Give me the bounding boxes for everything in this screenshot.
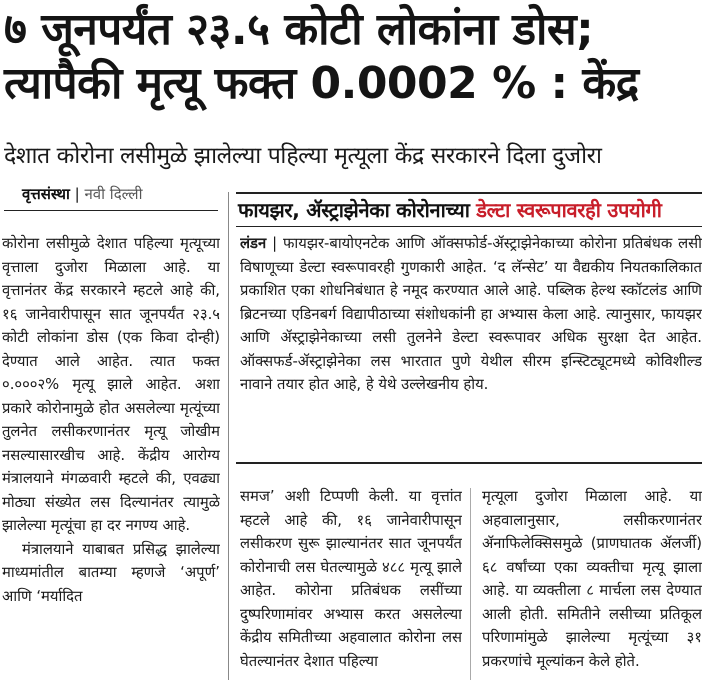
headline-line-1: ७ जूनपर्यंत २३.५ कोटी लोकांना डोस; — [4, 4, 594, 55]
side-story-separator: | — [266, 235, 283, 252]
dateline-rule — [4, 210, 218, 211]
main-story-paragraph-2: मंत्रालयाने याबाबत प्रसिद्ध झालेल्या माध्यमांतील बातम्या म्हणजे ‘अपूर्ण’ आणि ‘मर्यादित — [2, 540, 220, 605]
side-story-text: फायझर-बायोएनटेक आणि ऑक्सफोर्ड-ॲस्ट्राझेनेकाच्या कोरोना प्रतिबंधक लसी विषाणूच्या डेल्टा स्वरूपावरही गुणकारी आहेत. ‘द लॅन्सेट’ या वैद्यकीय नियतकालिकात प्रकाशित एका शोधनिबंधात हे नमूद करण्यात आले आहे. पब्लिक हेल्थ स्कॉटलंड आणि ब्रिटनच्या एडिनबर्ग विद्यापीठाच्या संशोधकांनी हा अभ्यास केला आहे. त्यानुसार, फायझर आणि ॲस्ट्राझेनेकाच्या लसी तुलनेने डेल्टा स्वरूपावर अधिक सुरक्षा देत आहेत. ऑक्सफर्ड-ॲस्ट्राझेनेका लस भारतात पुणे येथील सीरम इन्स्टिट्यूटमध्ये कोविशील्ड नावाने तयार होत आहे, हे येथे उल्लेखनीय होय. — [240, 235, 702, 393]
dateline — [22, 183, 142, 205]
dateline-agency: वृत्तसंस्था — [22, 185, 70, 203]
side-story-heading-highlight: डेल्टा स्वरूपावरही उपयोगी — [476, 198, 662, 222]
main-story-column-2-text: समज’ अशी टिप्पणी केली. या वृत्तांत म्हटले आहे की, १६ जानेवारीपासून लसीकरण सुरू झाल्यानंतर सात जूनपर्यंत कोरोनाची लस घेतल्यामुळे ४८८ मृत्यू झाले आहेत. कोरोना प्रतिबंधक लसींच्या दुष्परिणामांवर अभ्यास करत असलेल्या केंद्रीय समितीच्या अहवालात कोरोना लस घेतल्यानंतर देशात पहिल्या — [240, 488, 462, 670]
dateline-separator: | — [74, 185, 80, 203]
main-story-column-1 — [2, 232, 220, 680]
main-story-column-2 — [240, 485, 462, 680]
side-story-place: लंडन — [240, 235, 267, 252]
side-story-bottom-rule — [236, 462, 702, 464]
subheadline: देशात कोरोना लसीमुळे झालेल्या पहिल्या मृत्यूला केंद्र सरकारने दिला दुजोरा — [4, 143, 602, 169]
main-story-column-3 — [482, 485, 702, 680]
side-story-top-rule — [236, 192, 702, 194]
headline-line-2: त्यापैकी मृत्यू फक्त 0.0002 % : केंद्र — [4, 58, 639, 109]
column-divider — [228, 192, 229, 680]
main-story-paragraph-1: कोरोना लसीमुळे देशात पहिल्या मृत्यूच्या वृत्ताला दुजोरा मिळाला आहे. या वृत्तानंतर केंद्र सरकारने म्हटले आहे की, १६ जानेवारीपासून सात जूनपर्यंत २३.५ कोटी लोकांना डोस (एक किवा दोन्ही) देण्यात आले आहेत. त्यात फक्त ०.०००२% मृत्यू झाले आहेत. अशा प्रकारे कोरोनामुळे होत असलेल्या मृत्यूंच्या तुलनेत लसीकरणानंतर मृत्यू जोखीम नसल्यासारखीच आहे. केंद्रीय आरोग्य मंत्रालयाने मंगळवारी म्हटले की, एवढ्या मोठ्या संख्येत लस दिल्यानंतर त्यामुळे झालेल्या मृत्यूंचा हा दर नगण्य आहे. — [2, 235, 220, 534]
dateline-place: नवी दिल्ली — [84, 185, 143, 203]
side-story-heading-plain: फायझर, ॲस्ट्राझेनेका कोरोनाच्या — [238, 198, 477, 222]
side-story-heading — [238, 195, 662, 225]
column-divider-lower — [470, 488, 471, 680]
side-story-heading-rule — [236, 226, 702, 227]
main-story-column-3-text: मृत्यूला दुजोरा मिळाला आहे. या अहवालानुसार, लसीकरणानंतर ॲनाफिलेक्सिसमुळे (प्राणघातक ॲलर्जी) ६८ वर्षांच्या एका व्यक्तीचा मृत्यू झाला आहे. या व्यक्तीला ८ मार्चला लस देण्यात आली होती. समितीने लसीच्या प्रतिकूल परिणामांमुळे झालेल्या मृत्यूंच्या ३१ प्रकरणांचे मूल्यांकन केले होते. — [482, 488, 702, 670]
side-story-body — [240, 232, 702, 462]
